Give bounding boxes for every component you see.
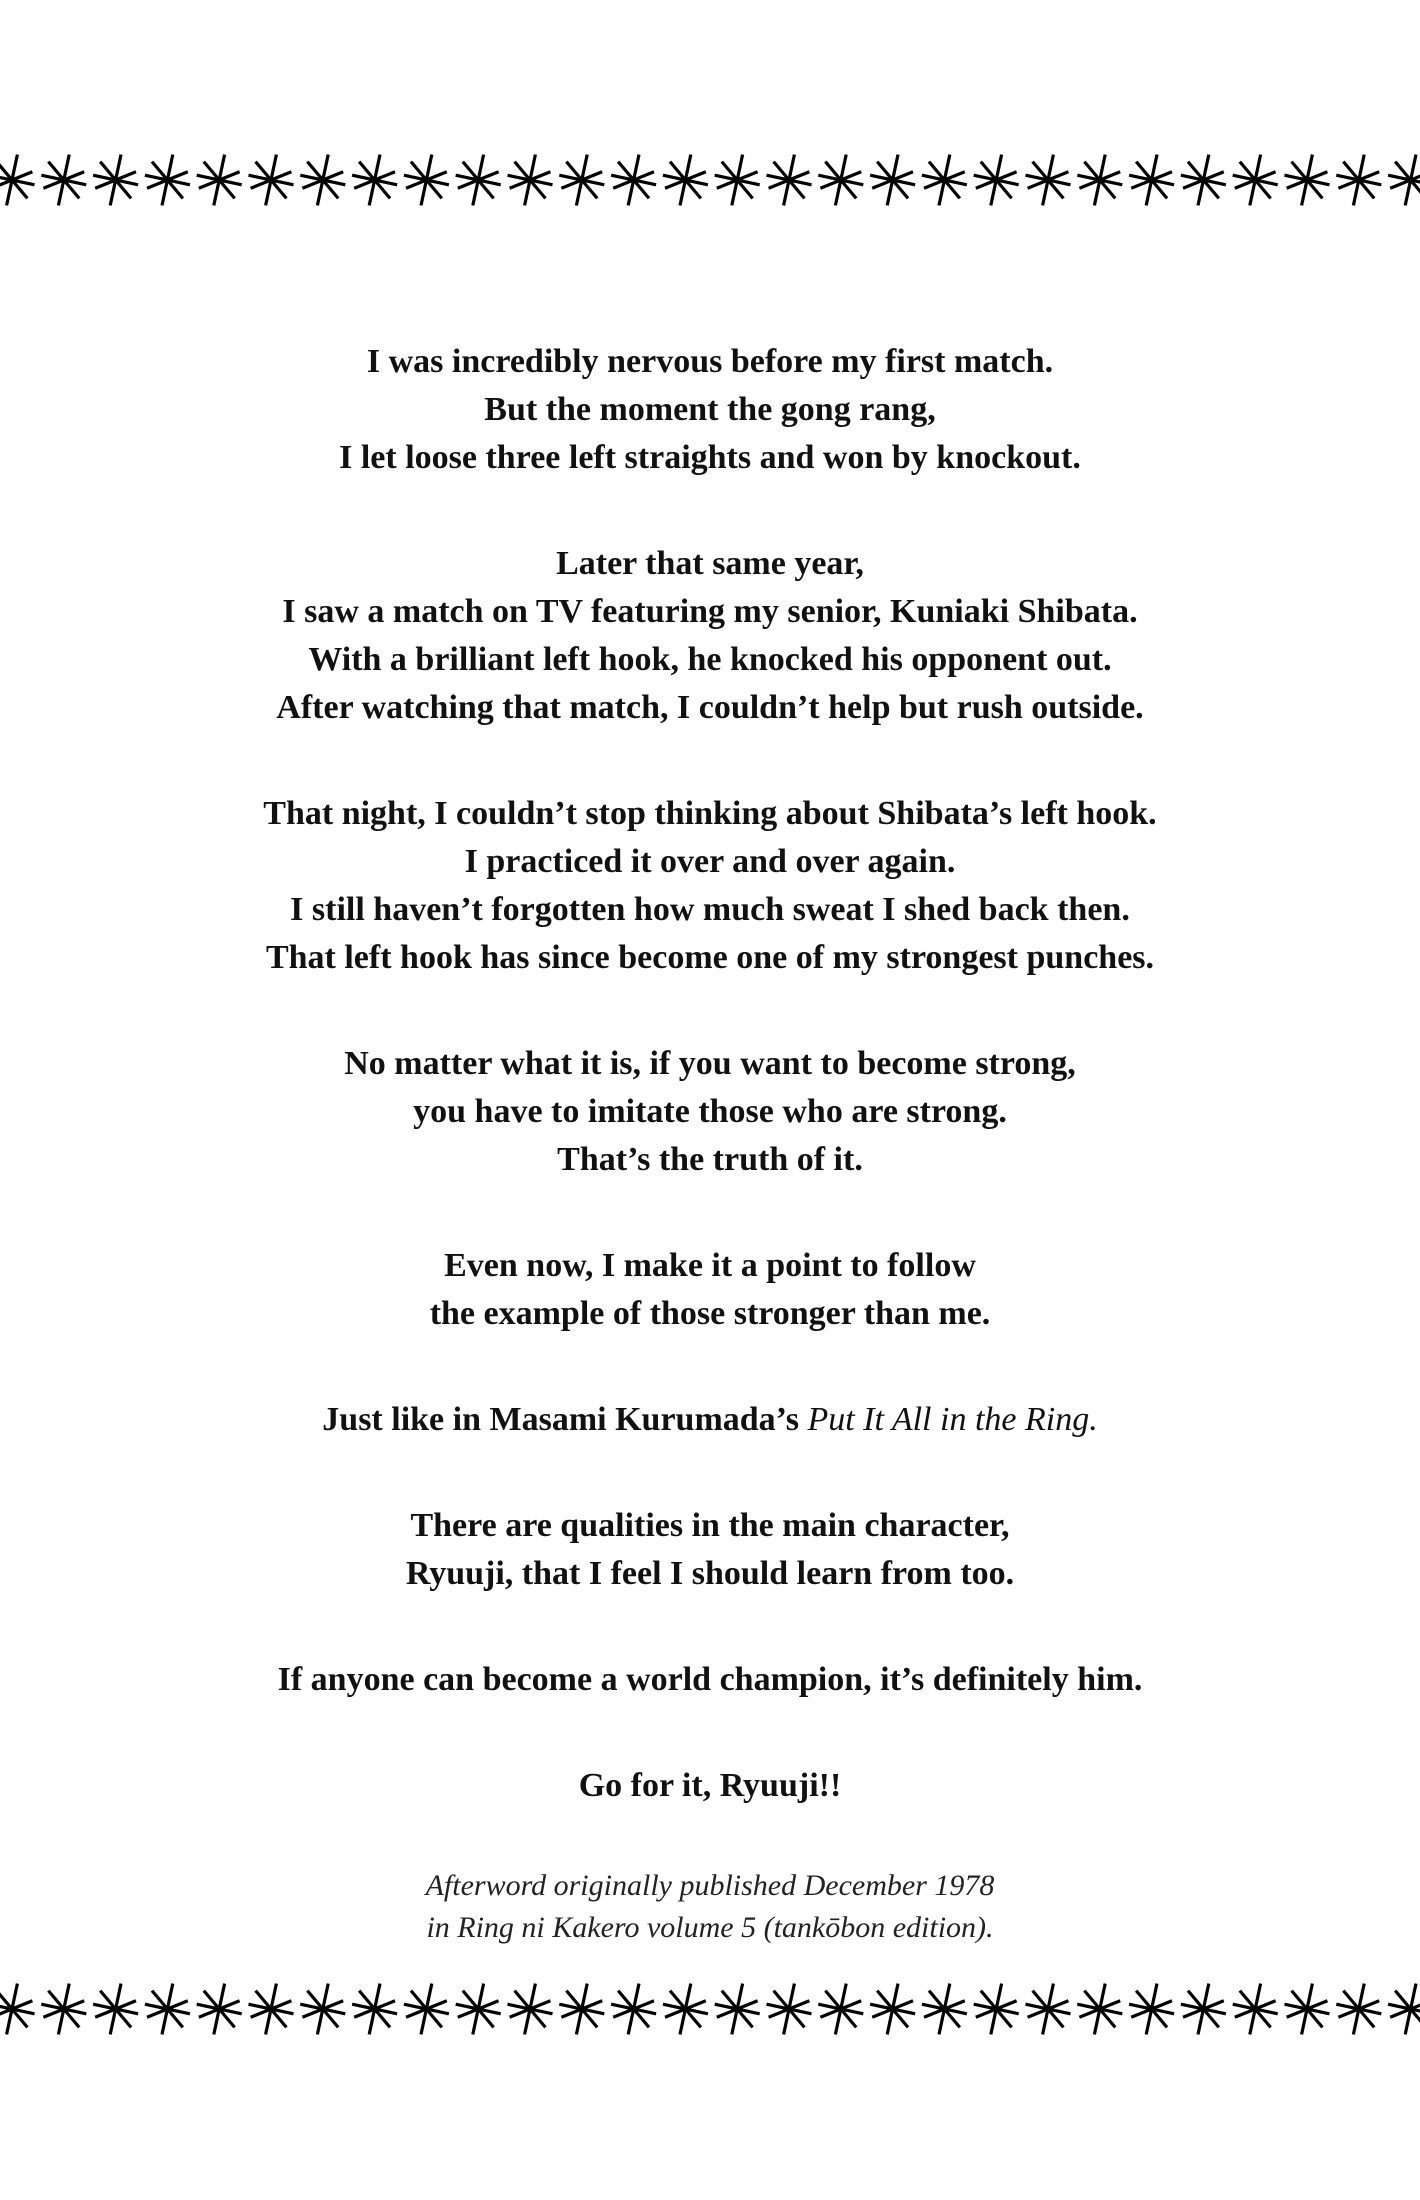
asterisk-star-icon <box>1026 155 1071 206</box>
asterisk-star-icon <box>974 155 1019 206</box>
text-line: There are qualities in the main character, <box>410 1507 1010 1544</box>
paragraph-1 <box>0 338 1420 482</box>
text-line: But the moment the gong rang, <box>484 391 936 428</box>
asterisk-star-icon <box>145 1984 190 2035</box>
caption-line: Afterword originally published December 1978 <box>425 1869 995 1902</box>
asterisk-star-icon <box>870 155 915 206</box>
asterisk-star-icon <box>1336 155 1381 206</box>
asterisk-star-icon <box>249 155 294 206</box>
asterisk-star-icon <box>1336 1984 1381 2035</box>
asterisk-star-icon <box>1388 155 1420 206</box>
bottom-star-border <box>0 1979 1420 2039</box>
text-line: Even now, I make it a point to follow <box>444 1247 976 1284</box>
book-title: Put It All in the Ring. <box>807 1401 1098 1438</box>
asterisk-star-icon <box>715 155 760 206</box>
asterisk-star-icon <box>870 1984 915 2035</box>
paragraph-4 <box>0 1040 1420 1184</box>
asterisk-star-icon <box>1233 1984 1278 2035</box>
asterisk-star-icon <box>93 155 138 206</box>
text-line: Go for it, Ryuuji!! <box>578 1767 842 1804</box>
text-line: That’s the truth of it. <box>557 1141 863 1178</box>
asterisk-star-icon <box>767 155 812 206</box>
asterisk-star-icon <box>559 1984 604 2035</box>
asterisk-star-icon <box>818 1984 863 2035</box>
text-line: the example of those stronger than me. <box>429 1295 991 1332</box>
text-line: That night, I couldn’t stop thinking about Shibata’s left hook. <box>263 795 1157 832</box>
text-line: I let loose three left straights and won by knockout. <box>339 439 1081 476</box>
asterisk-star-icon <box>456 155 501 206</box>
asterisk-star-icon <box>300 1984 345 2035</box>
text-line: I was incredibly nervous before my first match. <box>366 343 1054 380</box>
text-line: With a brilliant left hook, he knocked his opponent out. <box>308 641 1112 678</box>
paragraph-7 <box>0 1502 1420 1598</box>
reference-prefix: Just like in Masami Kurumada’s <box>322 1401 808 1438</box>
asterisk-star-icon <box>1077 1984 1122 2035</box>
asterisk-star-icon <box>456 1984 501 2035</box>
asterisk-star-icon <box>611 1984 656 2035</box>
asterisk-star-icon <box>611 155 656 206</box>
asterisk-star-icon <box>818 155 863 206</box>
text-line: Ryuuji, that I feel I should learn from too. <box>405 1555 1015 1592</box>
asterisk-star-icon <box>352 1984 397 2035</box>
paragraph-3 <box>0 790 1420 982</box>
asterisk-star-icon <box>767 1984 812 2035</box>
asterisk-star-icon <box>1026 1984 1071 2035</box>
asterisk-star-icon <box>663 155 708 206</box>
asterisk-star-icon <box>1388 1984 1420 2035</box>
asterisk-star-icon <box>404 1984 449 2035</box>
asterisk-star-icon <box>508 1984 553 2035</box>
asterisk-star-icon <box>1285 1984 1330 2035</box>
text-line: Later that same year, <box>556 545 864 582</box>
text-line: After watching that match, I couldn’t help but rush outside. <box>276 689 1144 726</box>
text-line: you have to imitate those who are strong. <box>413 1093 1007 1130</box>
text-line: I practiced it over and over again. <box>464 843 956 880</box>
asterisk-star-icon <box>1077 155 1122 206</box>
asterisk-star-icon <box>1233 155 1278 206</box>
asterisk-star-icon <box>663 1984 708 2035</box>
asterisk-star-icon <box>352 155 397 206</box>
asterisk-star-icon <box>508 155 553 206</box>
asterisk-star-icon <box>41 155 86 206</box>
caption-line: in Ring ni Kakero volume 5 (tankōbon edition). <box>426 1911 994 1944</box>
asterisk-star-icon <box>249 1984 294 2035</box>
asterisk-star-icon <box>922 155 967 206</box>
paragraph-8 <box>0 1656 1420 1704</box>
asterisk-star-icon <box>559 155 604 206</box>
paragraph-9 <box>0 1762 1420 1810</box>
asterisk-star-icon <box>1181 1984 1226 2035</box>
asterisk-star-icon <box>41 1984 86 2035</box>
asterisk-star-icon <box>145 155 190 206</box>
text-line: That left hook has since become one of my strongest punches. <box>265 939 1155 976</box>
top-star-border <box>0 150 1420 210</box>
asterisk-star-icon <box>197 155 242 206</box>
publication-caption <box>0 1865 1420 1949</box>
asterisk-star-icon <box>93 1984 138 2035</box>
text-line: No matter what it is, if you want to become strong, <box>344 1045 1076 1082</box>
afterword-text <box>0 338 1420 1979</box>
asterisk-star-icon <box>1129 1984 1174 2035</box>
asterisk-star-icon <box>1129 155 1174 206</box>
asterisk-star-icon <box>0 1984 34 2035</box>
paragraph-reference <box>0 1396 1420 1444</box>
text-line: If anyone can become a world champion, it’s definitely him. <box>277 1661 1143 1698</box>
asterisk-star-icon <box>197 1984 242 2035</box>
asterisk-star-icon <box>300 155 345 206</box>
asterisk-star-icon <box>404 155 449 206</box>
asterisk-star-icon <box>0 155 34 206</box>
paragraph-2 <box>0 540 1420 732</box>
asterisk-star-icon <box>1181 155 1226 206</box>
text-line: I still haven’t forgotten how much sweat I shed back then. <box>290 891 1130 928</box>
asterisk-star-icon <box>1285 155 1330 206</box>
asterisk-star-icon <box>715 1984 760 2035</box>
asterisk-star-icon <box>974 1984 1019 2035</box>
text-line: I saw a match on TV featuring my senior, Kuniaki Shibata. <box>282 593 1138 630</box>
asterisk-star-icon <box>922 1984 967 2035</box>
paragraph-5 <box>0 1242 1420 1338</box>
